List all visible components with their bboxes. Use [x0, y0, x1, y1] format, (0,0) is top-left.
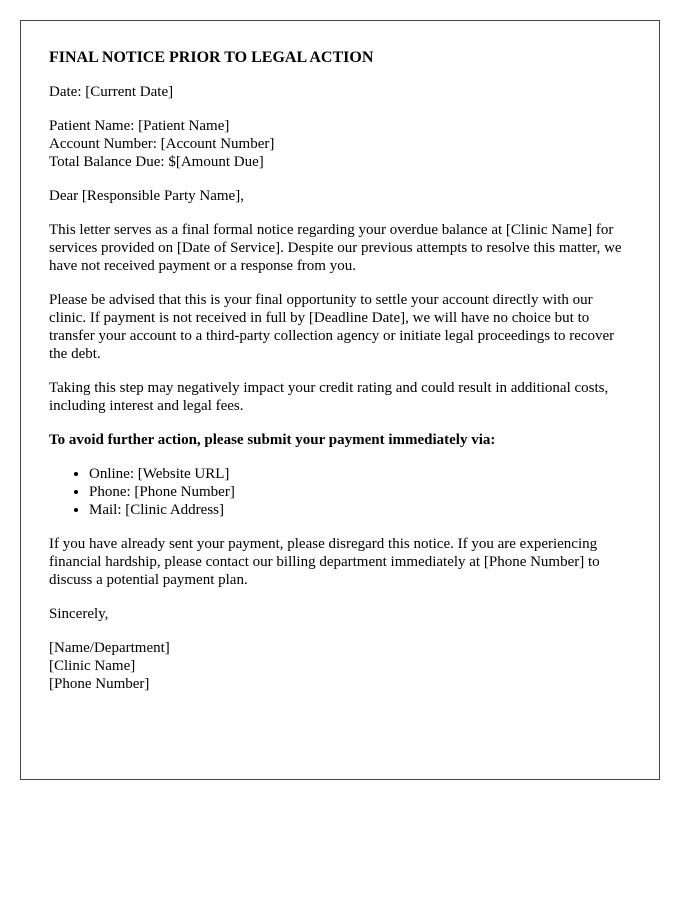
signature-phone-number: [Phone Number]: [49, 676, 150, 692]
account-details: [49, 117, 631, 171]
account-number-line: Account Number: [Account Number]: [49, 136, 275, 152]
payment-heading: To avoid further action, please submit your payment immediately via:: [49, 432, 496, 448]
signature-block: [49, 639, 631, 693]
signature-name-department: [Name/Department]: [49, 640, 170, 656]
salutation: Dear [Responsible Party Name],: [49, 188, 244, 204]
paragraph-final-opportunity: Please be advised that this is your final opportunity to settle your account directly with our clinic. If payment is not received in full by [Deadline Date], we will have no choice but to transfer your account to a third-party collection agency or initiate legal proceedings to recover the debt.: [49, 292, 615, 362]
paragraph-credit-impact: Taking this step may negatively impact your credit rating and could result in additional costs, including interest and legal fees.: [49, 380, 609, 414]
closing: Sincerely,: [49, 606, 109, 622]
signature-clinic-name: [Clinic Name]: [49, 658, 136, 674]
payment-option-phone: • Phone: [Phone Number]: [89, 483, 631, 501]
patient-name-line: Patient Name: [Patient Name]: [49, 118, 230, 134]
balance-due-line: Total Balance Due: $[Amount Due]: [49, 154, 264, 170]
letter-page: [20, 20, 660, 780]
payment-options-list: [49, 465, 631, 519]
payment-option-online: • Online: [Website URL]: [89, 465, 631, 483]
paragraph-overdue-notice: This letter serves as a final formal notice regarding your overdue balance at [Clinic Name] for services provided on [Date of Service]. Despite our previous attempts to resolve this matter, we have not received payment or a response from you.: [49, 222, 622, 274]
letter-title: FINAL NOTICE PRIOR TO LEGAL ACTION: [49, 49, 374, 66]
payment-option-mail: • Mail: [Clinic Address]: [89, 501, 631, 519]
date-line: Date: [Current Date]: [49, 84, 174, 100]
paragraph-hardship: If you have already sent your payment, please disregard this notice. If you are experiencing financial hardship, please contact our billing department immediately at [Phone Number] to discuss a potential payment plan.: [49, 536, 600, 588]
